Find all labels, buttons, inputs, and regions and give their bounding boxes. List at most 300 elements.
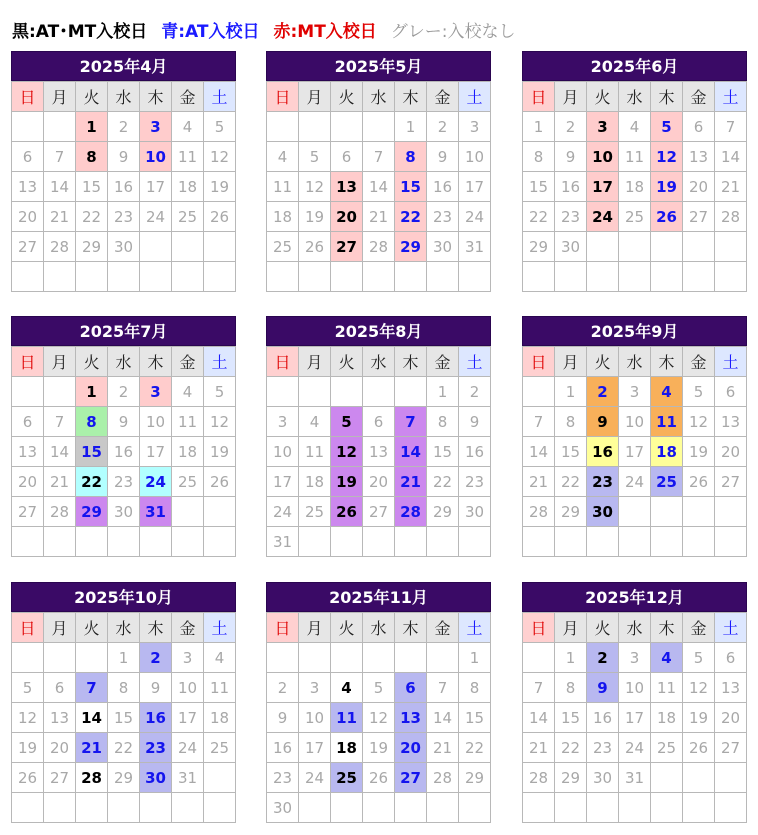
empty-cell (651, 232, 683, 262)
empty-cell (459, 527, 491, 557)
day-cell: 30 (427, 232, 459, 262)
empty-cell (140, 527, 172, 557)
weekday-header: 金 (427, 613, 459, 643)
day-cell: 17 (619, 703, 651, 733)
empty-cell (683, 232, 715, 262)
month-calendar (522, 51, 747, 292)
month-calendar (266, 51, 491, 292)
day-cell: 31 (619, 763, 651, 793)
day-cell: 21 (715, 172, 747, 202)
empty-cell (172, 497, 204, 527)
day-cell: 19 (363, 733, 395, 763)
weekday-header: 月 (555, 613, 587, 643)
day-cell: 18 (172, 437, 204, 467)
week-row (523, 142, 747, 172)
day-cell: 26 (299, 232, 331, 262)
day-cell: 16 (267, 733, 299, 763)
day-cell: 26 (683, 467, 715, 497)
day-cell: 29 (459, 763, 491, 793)
day-cell: 26 (363, 763, 395, 793)
day-cell: 16 (140, 703, 172, 733)
weekday-header: 日 (267, 82, 299, 112)
day-cell: 6 (12, 142, 44, 172)
week-row (523, 202, 747, 232)
weekday-header: 土 (715, 613, 747, 643)
legend (12, 16, 530, 42)
empty-cell (76, 793, 108, 823)
day-cell: 11 (331, 703, 363, 733)
day-cell: 27 (331, 232, 363, 262)
day-cell: 19 (651, 172, 683, 202)
weekday-header: 木 (140, 347, 172, 377)
month-table (266, 81, 491, 292)
weekday-header: 土 (204, 347, 236, 377)
weekday-header-row (267, 82, 491, 112)
day-cell: 13 (683, 142, 715, 172)
empty-cell (523, 527, 555, 557)
day-cell: 19 (204, 172, 236, 202)
day-cell: 21 (523, 733, 555, 763)
empty-cell (587, 232, 619, 262)
empty-cell (331, 527, 363, 557)
day-cell: 15 (523, 172, 555, 202)
month-calendar (11, 51, 236, 292)
day-cell: 22 (108, 733, 140, 763)
empty-cell (427, 527, 459, 557)
empty-cell (140, 793, 172, 823)
day-cell: 3 (140, 112, 172, 142)
empty-cell (140, 262, 172, 292)
week-row (267, 377, 491, 407)
day-cell: 14 (427, 703, 459, 733)
day-cell: 20 (715, 437, 747, 467)
empty-cell (587, 793, 619, 823)
empty-cell (12, 112, 44, 142)
day-cell: 6 (363, 407, 395, 437)
week-row (12, 262, 236, 292)
day-cell: 5 (683, 377, 715, 407)
day-cell: 1 (427, 377, 459, 407)
empty-cell (267, 377, 299, 407)
empty-cell (204, 763, 236, 793)
day-cell: 5 (331, 407, 363, 437)
day-cell: 12 (651, 142, 683, 172)
empty-cell (267, 262, 299, 292)
empty-cell (12, 377, 44, 407)
day-cell: 29 (555, 497, 587, 527)
day-cell: 8 (395, 142, 427, 172)
weekday-header: 土 (459, 347, 491, 377)
day-cell: 30 (108, 232, 140, 262)
day-cell: 30 (108, 497, 140, 527)
empty-cell (619, 232, 651, 262)
day-cell: 15 (76, 172, 108, 202)
week-row (12, 142, 236, 172)
week-row (267, 703, 491, 733)
day-cell: 29 (395, 232, 427, 262)
day-cell: 25 (267, 232, 299, 262)
empty-cell (651, 763, 683, 793)
empty-cell (172, 262, 204, 292)
week-row (12, 733, 236, 763)
weekday-header-row (267, 613, 491, 643)
weekday-header: 日 (523, 82, 555, 112)
empty-cell (363, 527, 395, 557)
day-cell: 20 (715, 703, 747, 733)
weekday-header: 水 (363, 347, 395, 377)
month-table (11, 612, 236, 823)
month-title: 2025年9月 (522, 316, 747, 346)
day-cell: 4 (619, 112, 651, 142)
day-cell: 29 (76, 232, 108, 262)
day-cell: 21 (363, 202, 395, 232)
day-cell: 14 (363, 172, 395, 202)
day-cell: 7 (523, 673, 555, 703)
day-cell: 14 (523, 437, 555, 467)
day-cell: 24 (267, 497, 299, 527)
weekday-header: 月 (44, 613, 76, 643)
day-cell: 1 (76, 377, 108, 407)
empty-cell (108, 527, 140, 557)
day-cell: 3 (299, 673, 331, 703)
day-cell: 12 (12, 703, 44, 733)
weekday-header: 金 (683, 613, 715, 643)
month-title: 2025年11月 (266, 582, 491, 612)
day-cell: 10 (299, 703, 331, 733)
day-cell: 14 (44, 437, 76, 467)
weekday-header: 木 (395, 82, 427, 112)
day-cell: 10 (140, 407, 172, 437)
day-cell: 23 (555, 202, 587, 232)
day-cell: 7 (427, 673, 459, 703)
empty-cell (172, 527, 204, 557)
week-row (523, 262, 747, 292)
week-row (267, 407, 491, 437)
week-row (267, 763, 491, 793)
day-cell: 20 (395, 733, 427, 763)
day-cell: 14 (44, 172, 76, 202)
empty-cell (427, 793, 459, 823)
weekday-header: 木 (395, 613, 427, 643)
week-row (12, 703, 236, 733)
day-cell: 7 (523, 407, 555, 437)
day-cell: 27 (44, 763, 76, 793)
day-cell: 28 (523, 763, 555, 793)
empty-cell (204, 262, 236, 292)
empty-cell (395, 262, 427, 292)
month-table (266, 612, 491, 823)
weekday-header: 金 (683, 347, 715, 377)
legend-black: 黒:AT･MT入校日 (12, 21, 148, 42)
day-cell: 25 (619, 202, 651, 232)
day-cell: 28 (395, 497, 427, 527)
day-cell: 21 (395, 467, 427, 497)
empty-cell (651, 527, 683, 557)
day-cell: 28 (715, 202, 747, 232)
month-table (522, 612, 747, 823)
day-cell: 28 (44, 232, 76, 262)
empty-cell (587, 262, 619, 292)
day-cell: 18 (204, 703, 236, 733)
week-row (12, 437, 236, 467)
month-table (266, 346, 491, 557)
day-cell: 22 (395, 202, 427, 232)
empty-cell (427, 262, 459, 292)
day-cell: 26 (204, 202, 236, 232)
day-cell: 11 (204, 673, 236, 703)
day-cell: 28 (363, 232, 395, 262)
day-cell: 4 (651, 643, 683, 673)
week-row (523, 467, 747, 497)
day-cell: 18 (299, 467, 331, 497)
day-cell: 20 (44, 733, 76, 763)
day-cell: 31 (140, 497, 172, 527)
day-cell: 22 (523, 202, 555, 232)
empty-cell (523, 793, 555, 823)
weekday-header: 月 (44, 347, 76, 377)
day-cell: 10 (587, 142, 619, 172)
day-cell: 29 (555, 763, 587, 793)
week-row (12, 527, 236, 557)
day-cell: 15 (108, 703, 140, 733)
month-title: 2025年5月 (266, 51, 491, 81)
day-cell: 7 (395, 407, 427, 437)
day-cell: 3 (267, 407, 299, 437)
day-cell: 23 (459, 467, 491, 497)
empty-cell (683, 527, 715, 557)
empty-cell (459, 262, 491, 292)
week-row (523, 793, 747, 823)
week-row (12, 497, 236, 527)
day-cell: 15 (395, 172, 427, 202)
weekday-header: 火 (76, 613, 108, 643)
empty-cell (395, 377, 427, 407)
day-cell: 7 (76, 673, 108, 703)
day-cell: 17 (172, 703, 204, 733)
empty-cell (715, 232, 747, 262)
day-cell: 13 (715, 673, 747, 703)
day-cell: 16 (108, 437, 140, 467)
week-row (12, 377, 236, 407)
day-cell: 24 (140, 202, 172, 232)
day-cell: 11 (267, 172, 299, 202)
day-cell: 25 (331, 763, 363, 793)
weekday-header: 月 (44, 82, 76, 112)
weekday-header: 金 (683, 82, 715, 112)
weekday-header: 木 (395, 347, 427, 377)
day-cell: 19 (683, 703, 715, 733)
day-cell: 11 (299, 437, 331, 467)
day-cell: 30 (267, 793, 299, 823)
weekday-header-row (523, 82, 747, 112)
day-cell: 22 (459, 733, 491, 763)
day-cell: 17 (140, 437, 172, 467)
week-row (12, 202, 236, 232)
month-calendar (522, 316, 747, 557)
day-cell: 13 (395, 703, 427, 733)
week-row (267, 262, 491, 292)
day-cell: 18 (651, 703, 683, 733)
day-cell: 11 (172, 142, 204, 172)
day-cell: 10 (172, 673, 204, 703)
weekday-header-row (523, 347, 747, 377)
week-row (523, 437, 747, 467)
week-row (523, 703, 747, 733)
day-cell: 31 (267, 527, 299, 557)
day-cell: 2 (587, 377, 619, 407)
month-table (11, 346, 236, 557)
empty-cell (12, 262, 44, 292)
weekday-header: 火 (331, 613, 363, 643)
day-cell: 24 (299, 763, 331, 793)
weekday-header: 火 (587, 347, 619, 377)
weekday-header: 水 (108, 82, 140, 112)
day-cell: 20 (363, 467, 395, 497)
day-cell: 22 (427, 467, 459, 497)
day-cell: 12 (683, 673, 715, 703)
day-cell: 12 (363, 703, 395, 733)
day-cell: 27 (12, 497, 44, 527)
day-cell: 15 (459, 703, 491, 733)
empty-cell (44, 262, 76, 292)
day-cell: 25 (172, 202, 204, 232)
weekday-header: 土 (459, 82, 491, 112)
legend-gray: グレー:入校なし (390, 21, 516, 42)
empty-cell (587, 527, 619, 557)
empty-cell (683, 262, 715, 292)
day-cell: 20 (331, 202, 363, 232)
day-cell: 23 (108, 202, 140, 232)
day-cell: 16 (459, 437, 491, 467)
month-title: 2025年12月 (522, 582, 747, 612)
week-row (523, 112, 747, 142)
day-cell: 12 (204, 142, 236, 172)
day-cell: 22 (555, 733, 587, 763)
empty-cell (12, 527, 44, 557)
day-cell: 18 (331, 733, 363, 763)
day-cell: 23 (267, 763, 299, 793)
empty-cell (523, 377, 555, 407)
empty-cell (76, 262, 108, 292)
month-table (522, 346, 747, 557)
day-cell: 6 (44, 673, 76, 703)
day-cell: 1 (395, 112, 427, 142)
weekday-header: 土 (204, 82, 236, 112)
empty-cell (395, 793, 427, 823)
day-cell: 10 (619, 673, 651, 703)
day-cell: 3 (140, 377, 172, 407)
weekday-header: 火 (587, 613, 619, 643)
weekday-header: 水 (619, 613, 651, 643)
weekday-header: 水 (108, 613, 140, 643)
day-cell: 21 (44, 467, 76, 497)
weekday-header: 月 (299, 82, 331, 112)
weekday-header: 日 (267, 347, 299, 377)
day-cell: 9 (108, 142, 140, 172)
day-cell: 21 (76, 733, 108, 763)
weekday-header: 月 (555, 347, 587, 377)
empty-cell (76, 643, 108, 673)
day-cell: 9 (587, 673, 619, 703)
day-cell: 23 (108, 467, 140, 497)
day-cell: 27 (363, 497, 395, 527)
day-cell: 6 (683, 112, 715, 142)
day-cell: 19 (331, 467, 363, 497)
week-row (267, 112, 491, 142)
empty-cell (108, 793, 140, 823)
month-calendar (522, 582, 747, 823)
day-cell: 10 (459, 142, 491, 172)
day-cell: 14 (715, 142, 747, 172)
day-cell: 29 (523, 232, 555, 262)
day-cell: 6 (395, 673, 427, 703)
empty-cell (651, 497, 683, 527)
weekday-header-row (12, 82, 236, 112)
day-cell: 5 (204, 112, 236, 142)
day-cell: 16 (108, 172, 140, 202)
day-cell: 4 (651, 377, 683, 407)
day-cell: 12 (299, 172, 331, 202)
day-cell: 13 (44, 703, 76, 733)
day-cell: 2 (140, 643, 172, 673)
day-cell: 5 (363, 673, 395, 703)
day-cell: 6 (715, 643, 747, 673)
empty-cell (299, 262, 331, 292)
empty-cell (555, 793, 587, 823)
day-cell: 29 (76, 497, 108, 527)
empty-cell (715, 793, 747, 823)
weekday-header-row (12, 613, 236, 643)
weekday-header: 火 (331, 347, 363, 377)
day-cell: 16 (555, 172, 587, 202)
empty-cell (715, 527, 747, 557)
day-cell: 1 (555, 377, 587, 407)
week-row (267, 673, 491, 703)
weekday-header: 水 (363, 82, 395, 112)
weekday-header-row (267, 347, 491, 377)
month-title: 2025年7月 (11, 316, 236, 346)
week-row (12, 112, 236, 142)
day-cell: 24 (619, 467, 651, 497)
week-row (523, 172, 747, 202)
day-cell: 7 (44, 407, 76, 437)
legend-blue: 青:AT入校日 (161, 21, 260, 42)
weekday-header: 日 (12, 347, 44, 377)
day-cell: 17 (140, 172, 172, 202)
weekday-header: 水 (619, 347, 651, 377)
day-cell: 13 (12, 172, 44, 202)
weekday-header: 日 (267, 613, 299, 643)
day-cell: 17 (459, 172, 491, 202)
day-cell: 1 (523, 112, 555, 142)
day-cell: 9 (555, 142, 587, 172)
weekday-header: 月 (299, 347, 331, 377)
empty-cell (651, 262, 683, 292)
day-cell: 20 (12, 467, 44, 497)
week-row (12, 673, 236, 703)
day-cell: 1 (76, 112, 108, 142)
day-cell: 24 (140, 467, 172, 497)
day-cell: 20 (683, 172, 715, 202)
empty-cell (619, 262, 651, 292)
day-cell: 18 (619, 172, 651, 202)
day-cell: 19 (12, 733, 44, 763)
day-cell: 5 (204, 377, 236, 407)
day-cell: 24 (587, 202, 619, 232)
day-cell: 30 (459, 497, 491, 527)
day-cell: 1 (555, 643, 587, 673)
day-cell: 2 (108, 112, 140, 142)
